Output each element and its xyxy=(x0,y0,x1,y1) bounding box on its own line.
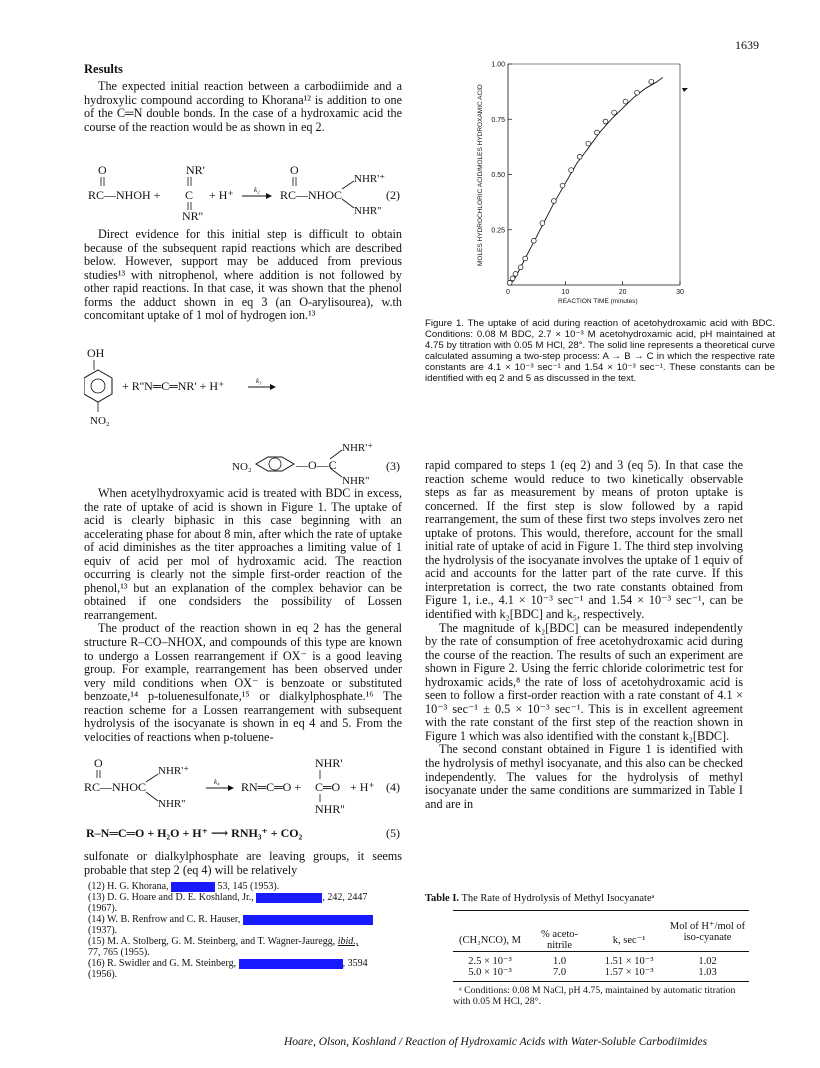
equation-4 xyxy=(84,756,404,818)
svg-text:RN═C═O +: RN═C═O + xyxy=(241,780,302,794)
table-cell: 7.0 xyxy=(552,967,567,978)
ref-16-cont: (1956). xyxy=(88,969,118,980)
svg-text:RC—NHOH +: RC—NHOH + xyxy=(88,188,161,202)
left-paragraph-1: The expected initial reaction between a carbodiimide and a hydroxylic compound according to Khorana¹² is addition to one of the C═N double bonds. In the case of a hydroxamic acid the course of the reaction would be as shown in eq 2. xyxy=(84,79,402,134)
svg-text:NHR'': NHR'' xyxy=(315,802,345,816)
table-1-footnote: ᵃ Conditions: 0.08 M NaCl, pH 4.75, maintained by automatic titration with 0.05 M HCl, 28°. xyxy=(453,985,736,1007)
table-row xyxy=(453,967,749,981)
eq5-number: (5) xyxy=(386,826,400,840)
x-tick-label: 20 xyxy=(618,289,627,296)
ref-14: (14) W. B. Renfrow and C. R. Hauser, xyxy=(88,914,404,925)
eq2-number: (2) xyxy=(386,188,400,202)
equation-3 xyxy=(84,346,404,496)
y-tick-label: 0.75 xyxy=(491,116,505,124)
svg-text:NHR'⁺: NHR'⁺ xyxy=(354,173,386,185)
eq3-number: (3) xyxy=(386,459,400,473)
ref-12: (12) H. G. Khorana, 53, 145 (1953). xyxy=(88,881,280,892)
data-point xyxy=(577,154,582,159)
data-point xyxy=(603,119,608,124)
eq4-number: (4) xyxy=(386,780,400,794)
page-number: 1639 xyxy=(735,38,759,52)
data-point xyxy=(595,130,600,135)
svg-text:RC—NHOC: RC—NHOC xyxy=(84,780,147,794)
svg-text:NR'': NR'' xyxy=(182,209,203,220)
figure-1-chart xyxy=(468,54,768,306)
table-row xyxy=(453,952,749,968)
left-paragraph-5: sulfonate or dialkylphosphate are leaving groups, it seems probable that step 2 (eq 4) will be relatively xyxy=(84,849,402,877)
table-1-title: Table I. The Rate of Hydrolysis of Methyl Isocyanateᵃ xyxy=(425,893,655,904)
x-axis-label: REACTION TIME (minutes) xyxy=(558,298,638,305)
equation-5: R–N═C═O + H₂O + H⁺ ⟶ RNH₃⁺ + CO₂ xyxy=(86,826,303,840)
ref-13: (13) D. G. Hoare and D. E. Koshland, Jr., , 242, 2447 xyxy=(88,892,368,903)
svg-text:NHR': NHR' xyxy=(315,756,343,770)
data-point xyxy=(569,168,574,173)
y-tick-label: 0.50 xyxy=(491,172,505,179)
left-paragraph-3: When acetylhydroxyamic acid is treated with BDC in excess, the rate of uptake of acid is shown in Figure 1. The uptake of acid is clearly biphasic in this case beginning with an accelerating phase for about 8 min, after which the rate of uptake of acid diminishes as the titer approaches a limiting value of 1 equiv of acid per mol of hydroxamic acid. The reaction occurring is clearly not the simple first-order reaction of the phenol,¹³ but an explanation of the complex behavior can be obtained if one condsiders the possibility of Lossen rearrangement. The product of the reaction shown in eq 2 has the general structure R–CO–NHOX, and compounds of this type are known to undergo a Lossen rearrangement if OX⁻ is a good leaving group. For example, rearrangement has been observed under very mild conditions when OX⁻ is benzoate or substituted benzoate,¹⁴ p-toluenesulfonate,¹⁵ or dialkylphosphate.¹⁶ The reaction scheme for a Lossen rearrangement with subsequent hydrolysis of the isocyanate is shown in eq 4 and 5. From the velocities of reactions when p-toluene- xyxy=(84,486,402,744)
table-cell: 2.5 × 10⁻³ xyxy=(468,956,512,967)
svg-text:k₁: k₁ xyxy=(256,377,262,385)
redaction-bar xyxy=(239,959,343,969)
svg-text:NHR'⁺: NHR'⁺ xyxy=(158,765,190,777)
data-point xyxy=(586,141,591,146)
x-tick-label: 30 xyxy=(676,289,684,296)
table-cell: 5.0 × 10⁻³ xyxy=(468,967,512,978)
table-cell: 1.0 xyxy=(552,956,567,967)
x-tick-label: 10 xyxy=(561,289,570,296)
svg-text:NHR'': NHR'' xyxy=(158,798,186,810)
y-axis-label: MOLES HYDROCHLORIC ACID/MOLES HYDROXAMIC ACID xyxy=(477,84,484,266)
svg-text:+ H⁺: + H⁺ xyxy=(209,188,234,202)
svg-text:NR': NR' xyxy=(186,163,205,177)
redaction-bar xyxy=(256,893,322,903)
y-tick-label: 0.25 xyxy=(491,227,505,235)
ref-15-cont: 77, 765 (1955). xyxy=(88,947,150,958)
table-1-body xyxy=(453,910,749,982)
running-footer: Hoare, Olson, Koshland / Reaction of Hydroxamic Acids with Water-Soluble Carbodiimides xyxy=(284,1036,708,1048)
svg-text:NO₂: NO₂ xyxy=(232,461,252,473)
right-paragraph-1: rapid compared to steps 1 (eq 2) and 3 (eq 5). In that case the reaction scheme would reduce to two kinetically observable steps as far as measurement by means of proton uptake is concerned. If the first step is slow followed by a rapid rearrangement, the sum of these first two steps involves zero net uptake of protons. This would, therefore, account for the small initial rate of uptake of acid in Figure 1. The third step involving the hydrolysis of the isocyanate involves the uptake of 1 equiv of acid and accounts for the latter part of the rate curve. If this interpretation is correct, the two rate constants obtained from Figure 1, i.e., 4.1 × 10⁻³ sec⁻¹ and 1.54 × 10⁻³ sec⁻¹, can be identified with k₂[BDC] and k₅, respectively. The magnitude of k₂[BDC] can be measured independently by the rate of consumption of free acetohydroxamic acid during the course of the reaction. The results of such an experiment are shown in Figure 2. Using the ferric chloride colorimetric test for hydroxamic acids,⁸ the rate of loss of acetohydroxamic acid is seen to follow a first-order reaction with a rate constant of 4.1 × 10⁻³ sec⁻¹ ± 0.5 × 10⁻³ sec⁻¹. This is in excellent agreement with the rate constant of the first step of the reaction shown in Figure 1 which was also identified with the constant k₂[BDC]. The second constant obtained in Figure 1 is identified with the hydrolysis of methyl isocyanate, and this also can be checked independently. The values for the hydrolysis of methyl isocyanate under the same conditions are summarized in Table I and are in xyxy=(425,458,743,811)
svg-text:C: C xyxy=(185,188,194,202)
svg-text:O: O xyxy=(94,756,103,770)
ref-16: (16) R. Swidler and G. M. Steinberg, , 3594 xyxy=(88,958,368,969)
references xyxy=(88,881,404,980)
svg-text:C═O: C═O xyxy=(315,780,341,794)
x-tick-label: 0 xyxy=(506,289,510,296)
table-cell: 1.51 × 10⁻³ xyxy=(604,956,654,967)
svg-text:k₄: k₄ xyxy=(214,778,220,786)
table-cell: 1.03 xyxy=(698,967,717,978)
data-point xyxy=(513,272,518,277)
ref-14-cont: (1937). xyxy=(88,925,118,936)
redaction-bar xyxy=(243,915,373,925)
svg-text:NO₂: NO₂ xyxy=(90,415,110,427)
data-point xyxy=(518,265,523,270)
fitted-curve xyxy=(508,77,663,285)
table-cell: 1.57 × 10⁻³ xyxy=(604,967,654,978)
ref-15: (15) M. A. Stolberg, G. M. Steinberg, and T. Wagner-Jauregg, ibid., xyxy=(88,936,359,947)
data-point xyxy=(649,79,654,84)
data-point xyxy=(507,280,512,285)
svg-text:NHR'': NHR'' xyxy=(354,205,382,217)
table-cell: 1.02 xyxy=(698,956,717,967)
svg-text:NHR'⁺: NHR'⁺ xyxy=(342,442,374,454)
data-point xyxy=(523,256,528,261)
data-point xyxy=(510,276,515,281)
svg-text:RC—NHOC: RC—NHOC xyxy=(280,188,343,202)
svg-text:NHR'': NHR'' xyxy=(342,475,370,487)
header-cell: (CH₃NCO), M xyxy=(459,934,521,946)
y-tick-label: 1.00 xyxy=(491,61,505,69)
data-point xyxy=(540,221,545,226)
equation-2 xyxy=(84,144,404,220)
data-point xyxy=(531,238,536,243)
ref-13-cont: (1967). xyxy=(88,903,118,914)
table-1 xyxy=(425,893,749,1007)
table-header-row xyxy=(453,911,749,952)
figure-1-caption: Figure 1. The uptake of acid during reaction of acetohydroxamic acid with BDC. Conditions: 0.08 M BDC, 2.7 × 10⁻³ M acetohydroxamic acid, pH maintained at 4.75 by titration with 0.05 M HCl, 28°. The solid line represents a theoretical curve calculated assuming a two-step process: A → B → C in which the respective rate constants are 4.1 × 10⁻³ sec⁻¹ and 1.54 × 10⁻³ sec⁻¹. These constants can be identified with eq 2 and 5 as discussed in the text. xyxy=(425,318,775,384)
header-cell: k, sec⁻¹ xyxy=(612,934,646,946)
results-heading: Results xyxy=(84,62,123,76)
svg-text:+ R''N═C═NR' + H⁺: + R''N═C═NR' + H⁺ xyxy=(122,379,225,393)
data-point xyxy=(612,110,617,115)
svg-text:+ H⁺: + H⁺ xyxy=(350,780,375,794)
left-paragraph-2: Direct evidence for this initial step is difficult to obtain because of the subsequent rapid reactions which are described below. However, support may be adduced from previous studies¹³ with nitrophenol, where addition is not followed by other rapid reactions. In that case, it was shown that the phenol forms the adduct shown in eq 3 (an O-arylisourea), w.th concomitant uptake of 1 mol of hydrogen ion.¹³ xyxy=(84,227,402,323)
header-cell: Mol of H⁺/mol of iso-cyanate xyxy=(669,921,746,943)
data-point xyxy=(623,99,628,104)
redaction-bar xyxy=(171,882,215,892)
data-point xyxy=(635,90,640,95)
header-cell: % aceto-nitrile xyxy=(541,929,579,951)
data-point xyxy=(560,183,565,188)
svg-text:—O—C: —O—C xyxy=(296,458,337,472)
svg-text:OH: OH xyxy=(87,346,105,360)
curve-arrowhead xyxy=(682,88,688,92)
data-point xyxy=(552,199,557,204)
svg-text:k₂: k₂ xyxy=(254,186,260,194)
svg-text:O: O xyxy=(98,163,107,177)
svg-text:O: O xyxy=(290,163,299,177)
